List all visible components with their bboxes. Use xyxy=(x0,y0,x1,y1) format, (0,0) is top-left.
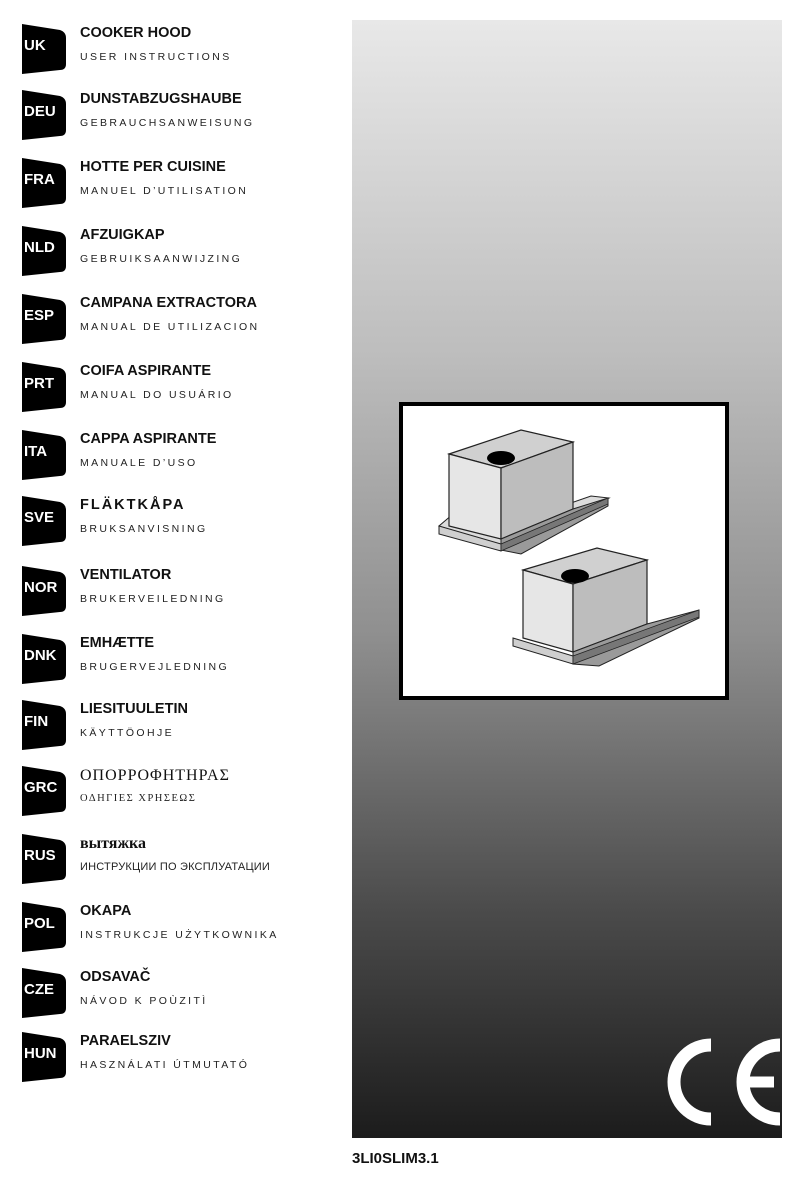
language-badge xyxy=(22,496,66,544)
language-badge xyxy=(22,766,66,814)
language-code: NOR xyxy=(24,579,58,596)
language-badge xyxy=(22,24,66,72)
language-code: GRC xyxy=(24,779,58,796)
model-code: 3LI0SLIM3.1 xyxy=(352,1150,439,1167)
language-code: FRA xyxy=(24,171,55,188)
language-code: RUS xyxy=(24,847,56,864)
language-badge xyxy=(22,902,66,950)
language-code: UK xyxy=(24,37,46,54)
language-badge xyxy=(22,158,66,206)
language-code: ITA xyxy=(24,443,48,460)
language-entry-pol xyxy=(22,900,342,950)
language-entry-grc xyxy=(22,764,342,814)
language-title: CAPPA ASPIRANTE xyxy=(80,431,217,447)
language-entry-esp xyxy=(22,292,342,342)
language-title: PARAELSZIV xyxy=(80,1033,171,1049)
language-entry-fin xyxy=(22,698,342,748)
language-subtitle: GEBRUIKSAANWIJZING xyxy=(80,253,243,265)
language-subtitle: BRUKERVEILEDNING xyxy=(80,593,226,605)
language-subtitle: BRUGERVEJLEDNING xyxy=(80,661,230,673)
language-code: POL xyxy=(24,915,55,932)
language-subtitle: KÄYTTÖOHJE xyxy=(80,727,175,739)
language-code: FIN xyxy=(24,713,49,730)
language-badge xyxy=(22,90,66,138)
language-badge xyxy=(22,226,66,274)
language-title: COOKER HOOD xyxy=(80,25,192,41)
language-entry-nld xyxy=(22,224,342,274)
language-badge xyxy=(22,362,66,410)
language-badge xyxy=(22,968,66,1016)
language-code: HUN xyxy=(24,1045,57,1062)
ce-mark-icon xyxy=(656,1027,786,1142)
language-subtitle: MANUALE D’USO xyxy=(80,457,198,469)
language-badge xyxy=(22,430,66,478)
language-badge xyxy=(22,634,66,682)
language-code: SVE xyxy=(24,509,55,526)
language-title: LIESITUULETIN xyxy=(80,701,188,717)
language-badge xyxy=(22,1032,66,1080)
language-code: DEU xyxy=(24,103,56,120)
language-title: DUNSTABZUGSHAUBE xyxy=(80,91,242,107)
product-illustration xyxy=(399,402,729,700)
language-code: CZE xyxy=(24,981,54,998)
language-title: FLÄKTKÅPA xyxy=(80,497,186,513)
language-subtitle: INSTRUKCJE UŻYTKOWNIKA xyxy=(80,929,279,941)
language-subtitle: USER INSTRUCTIONS xyxy=(80,51,232,63)
language-entry-rus xyxy=(22,832,342,882)
language-code: PRT xyxy=(24,375,54,392)
language-title: VENTILATOR xyxy=(80,567,172,583)
language-title: ΟΠΟΡΡΟΦΗΤΗΡΑΣ xyxy=(80,767,230,784)
language-title: OKAPA xyxy=(80,903,132,919)
language-subtitle: NÁVOD K POÙZITÌ xyxy=(80,995,208,1007)
language-subtitle: MANUEL D’UTILISATION xyxy=(80,185,249,197)
language-code: NLD xyxy=(24,239,55,256)
cooker-hood-drawing xyxy=(513,548,699,666)
language-subtitle: ИНСТРУКЦИИ ПО ЭКСПЛУАТАЦИИ xyxy=(80,861,270,873)
language-title: HOTTE PER CUISINE xyxy=(80,159,226,175)
language-badge xyxy=(22,566,66,614)
language-entry-ita xyxy=(22,428,342,478)
language-subtitle: MANUAL DO USUÁRIO xyxy=(80,389,234,401)
language-title: вытяжка xyxy=(80,835,147,852)
language-code: ESP xyxy=(24,307,55,324)
language-subtitle: MANUAL DE UTILIZACION xyxy=(80,321,260,333)
language-badge xyxy=(22,294,66,342)
language-subtitle: BRUKSANVISNING xyxy=(80,523,208,535)
language-subtitle: ΟΔΗΓΙΕΣ ΧΡΗΣΕΩΣ xyxy=(80,793,197,804)
language-title: ODSAVAČ xyxy=(80,969,151,985)
language-entry-deu xyxy=(22,88,342,138)
language-entry-dnk xyxy=(22,632,342,682)
language-title: EMHÆTTE xyxy=(80,635,155,651)
language-entry-fra xyxy=(22,156,342,206)
language-title: AFZUIGKAP xyxy=(80,227,165,243)
language-title: CAMPANA EXTRACTORA xyxy=(80,295,257,311)
language-title: COIFA ASPIRANTE xyxy=(80,363,212,379)
language-entry-cze xyxy=(22,966,342,1016)
language-entry-hun xyxy=(22,1030,342,1080)
language-badge xyxy=(22,834,66,882)
language-entry-sve xyxy=(22,494,342,544)
language-subtitle: GEBRAUCHSANWEISUNG xyxy=(80,117,255,129)
language-code: DNK xyxy=(24,647,57,664)
language-badge xyxy=(22,700,66,748)
language-entry-uk xyxy=(22,22,342,72)
cooker-hood-drawing xyxy=(439,430,609,554)
language-entry-nor xyxy=(22,564,342,614)
language-subtitle: HASZNÁLATI ÚTMUTATÓ xyxy=(80,1059,250,1071)
language-entry-prt xyxy=(22,360,342,410)
